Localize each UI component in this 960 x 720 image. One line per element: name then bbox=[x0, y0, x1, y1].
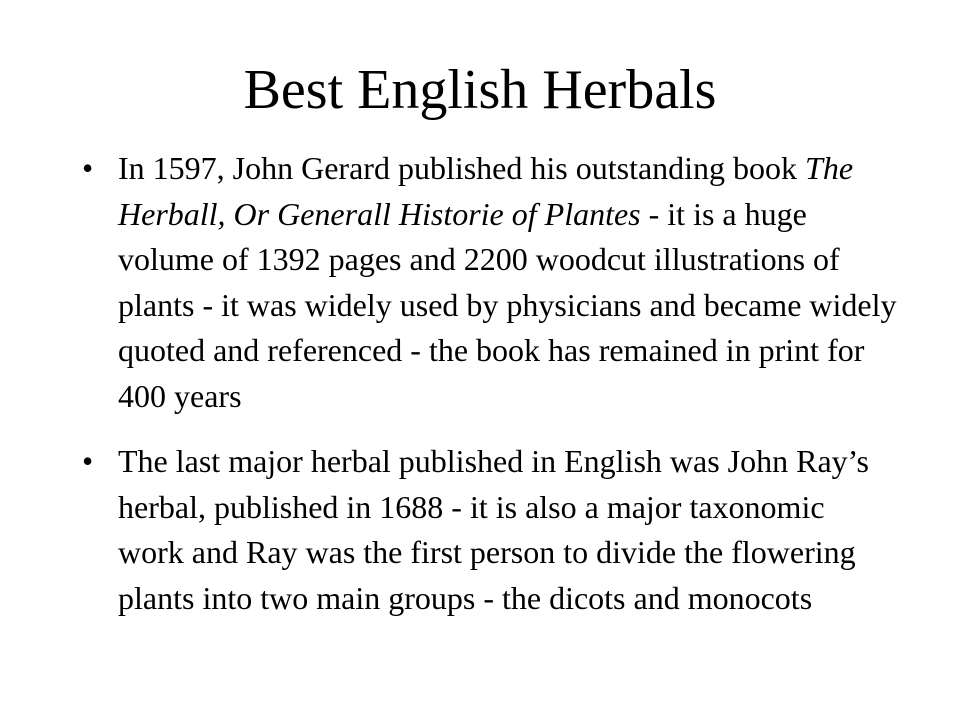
slide-title: Best English Herbals bbox=[243, 59, 717, 121]
bullet-marker: • bbox=[82, 150, 94, 186]
bullet-text-part: In 1597, John Gerard published his outstanding book bbox=[118, 150, 806, 186]
bullet-text: The last major herbal published in English was John Ray’s herbal, published in 1688 - it is also a major taxonomic work and Ray was the first person to divide the flowering plants into two main groups - the dicots and monocots bbox=[118, 443, 869, 616]
bullet-marker: • bbox=[82, 443, 94, 479]
book-title: The Herball, Or Generall Historie of Plantes bbox=[118, 150, 854, 232]
bullet-item bbox=[78, 146, 898, 419]
bullet-text-part: - it is a huge volume of 1392 pages and 2200 woodcut illustrations of plants - it was widely used by physicians and became widely quoted and referenced - the book has remained in print for 400 years bbox=[118, 195, 897, 414]
bullet-text bbox=[118, 146, 898, 419]
bullet-item bbox=[78, 439, 898, 621]
bullet-list bbox=[78, 146, 898, 641]
